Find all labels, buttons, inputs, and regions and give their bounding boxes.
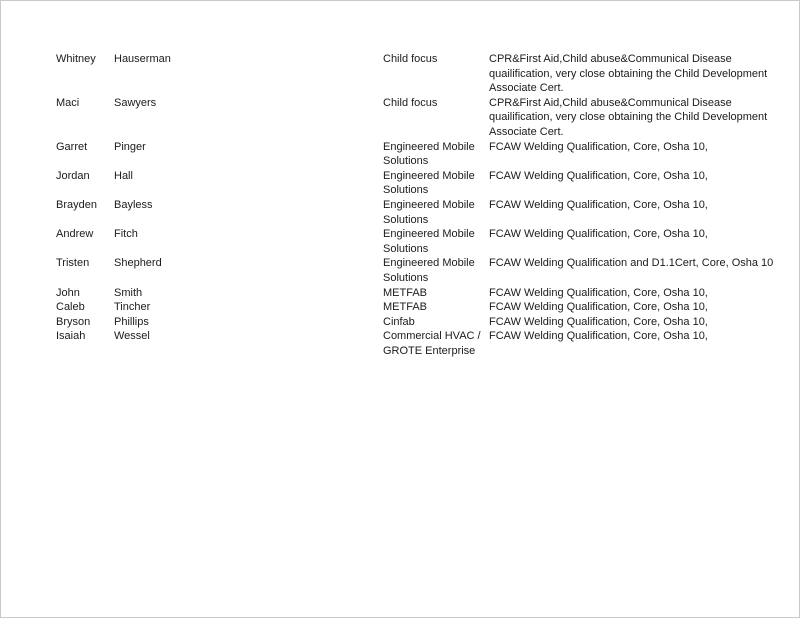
organization-cell: METFAB <box>383 286 428 299</box>
roster-table <box>56 52 799 358</box>
qualifications-cell: CPR&First Aid,Child abuse&Communical Disease quailification, very close obtaining the Child Development Associate Cert. <box>489 96 768 138</box>
qualifications-cell: CPR&First Aid,Child abuse&Communical Disease quailification, very close obtaining the Child Development Associate Cert. <box>489 53 768 95</box>
first-name-cell: John <box>56 286 80 299</box>
last-name-cell: Shepherd <box>114 257 162 270</box>
table-row <box>56 315 799 330</box>
first-name-cell: Andrew <box>56 228 94 241</box>
last-name-cell: Smith <box>114 286 143 299</box>
qualifications-cell: FCAW Welding Qualification, Core, Osha 10, <box>489 301 708 314</box>
qualifications-cell: FCAW Welding Qualification, Core, Osha 10, <box>489 330 708 343</box>
qualifications-cell: FCAW Welding Qualification, Core, Osha 10, <box>489 286 708 299</box>
organization-cell: Engineered Mobile Solutions <box>383 198 475 226</box>
first-name-cell: Isaiah <box>56 330 86 343</box>
table-row <box>56 256 799 285</box>
table-row <box>56 96 799 140</box>
first-name-cell: Jordan <box>56 169 90 182</box>
last-name-cell: Sawyers <box>114 96 157 109</box>
organization-cell: Commercial HVAC / GROTE Enterprise <box>383 330 481 357</box>
qualifications-cell: FCAW Welding Qualification, Core, Osha 10, <box>489 198 708 211</box>
table-row <box>56 227 799 256</box>
qualifications-cell: FCAW Welding Qualification, Core, Osha 10, <box>489 140 708 153</box>
table-row <box>56 300 799 315</box>
first-name-cell: Caleb <box>56 301 85 314</box>
qualifications-cell: FCAW Welding Qualification, Core, Osha 10, <box>489 228 708 241</box>
last-name-cell: Hauserman <box>114 53 171 65</box>
last-name-cell: Phillips <box>114 315 149 328</box>
first-name-cell: Garret <box>56 140 88 153</box>
last-name-cell: Wessel <box>114 330 150 343</box>
table-row <box>56 169 799 198</box>
organization-cell: Child focus <box>383 96 438 109</box>
organization-cell: Engineered Mobile Solutions <box>383 169 475 197</box>
last-name-cell: Bayless <box>114 198 153 211</box>
organization-cell: Engineered Mobile Solutions <box>383 228 475 255</box>
organization-cell: Child focus <box>383 53 438 65</box>
organization-cell: Engineered Mobile Solutions <box>383 257 475 284</box>
first-name-cell: Brayden <box>56 198 97 211</box>
organization-cell: METFAB <box>383 301 428 314</box>
table-row <box>56 198 799 227</box>
table-row <box>56 329 799 358</box>
qualifications-cell: FCAW Welding Qualification, Core, Osha 10, <box>489 169 708 182</box>
organization-cell: Cinfab <box>383 315 415 328</box>
qualifications-cell: FCAW Welding Qualification, Core, Osha 10, <box>489 315 708 328</box>
last-name-cell: Tincher <box>114 301 151 314</box>
first-name-cell: Whitney <box>56 53 96 65</box>
organization-cell: Engineered Mobile Solutions <box>383 140 475 168</box>
qualifications-cell: FCAW Welding Qualification and D1.1Cert, Core, Osha 10 <box>489 257 774 270</box>
table-row <box>56 52 799 96</box>
last-name-cell: Pinger <box>114 140 146 153</box>
first-name-cell: Tristen <box>56 257 90 270</box>
table-row <box>56 286 799 301</box>
first-name-cell: Bryson <box>56 315 91 328</box>
table-row <box>56 140 799 169</box>
last-name-cell: Hall <box>114 169 133 182</box>
first-name-cell: Maci <box>56 96 80 109</box>
last-name-cell: Fitch <box>114 228 138 241</box>
